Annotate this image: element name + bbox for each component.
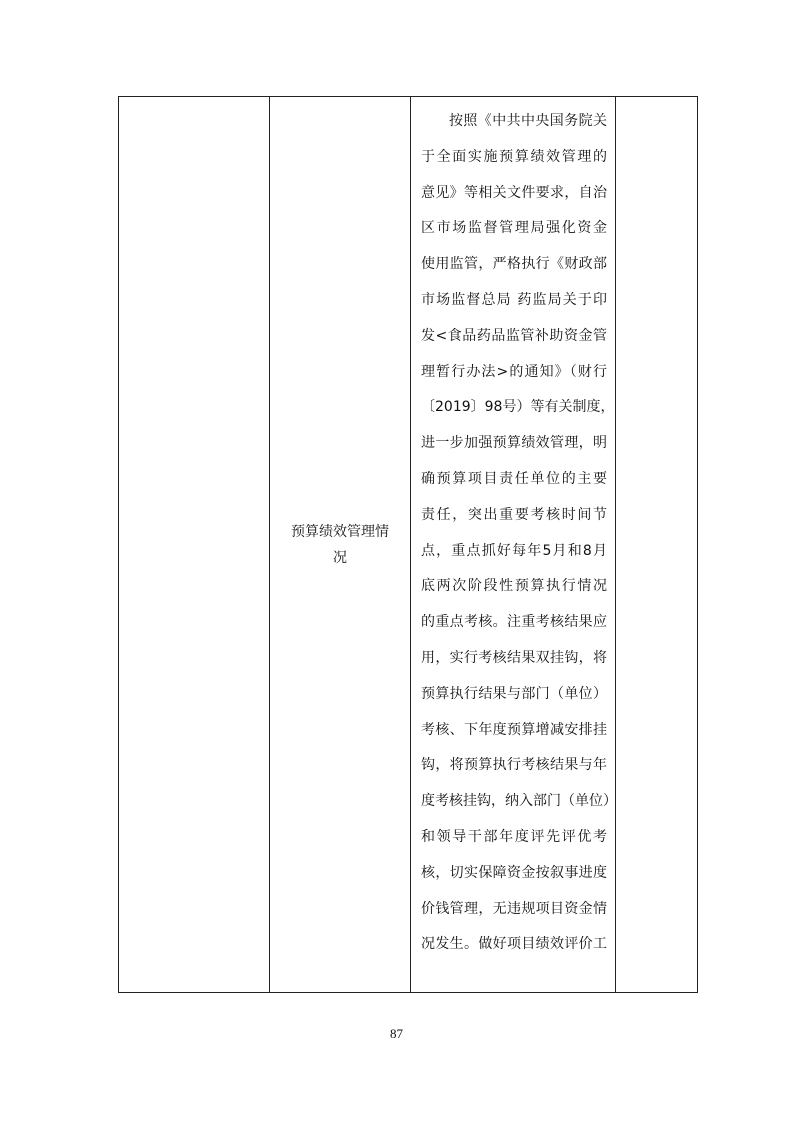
content-line: 用，实行考核结果双挂钩，将 <box>421 649 607 666</box>
content-line: 钩，将预算执行考核结果与年 <box>421 757 607 774</box>
content-line: 进一步加强预算绩效管理，明 <box>421 435 607 452</box>
content-line: 意见》等相关文件要求，自治 <box>421 184 607 201</box>
content-line: 度考核挂钩，纳入部门（单位） <box>421 793 617 810</box>
content-line: 和领导干部年度评先评优考 <box>421 828 607 845</box>
content-line: 价钱管理，无违规项目资金情 <box>421 900 607 917</box>
table-row <box>119 97 698 993</box>
content-line: 点，重点抓好每年5月和8月 <box>421 542 607 559</box>
page-number: 87 <box>390 1026 403 1041</box>
empty-cell-right <box>616 97 698 993</box>
content-line: 责任，突出重要考核时间节 <box>421 506 607 523</box>
content-line: 的重点考核。注重考核结果应 <box>421 614 607 631</box>
category-cell <box>270 97 411 993</box>
category-line: 预算绩效管理情 <box>291 523 389 540</box>
content-line: 况发生。做好项目绩效评价工 <box>421 936 607 953</box>
content-line: 确预算项目责任单位的主要 <box>421 470 607 487</box>
content-line: 发<食品药品监管补助资金管 <box>421 327 607 344</box>
category-line: 况 <box>333 549 347 566</box>
content-line: 使用监管，严格执行《财政部 <box>421 256 607 273</box>
content-line: 理暂行办法>的通知》（财行 <box>421 363 607 380</box>
content-line: 按照《中共中央国务院关 <box>449 113 607 129</box>
content-line: 市场监督总局 药监局关于印 <box>421 291 607 308</box>
content-line: 底两次阶段性预算执行情况 <box>421 578 607 595</box>
content-line: 于全面实施预算绩效管理的 <box>421 148 607 165</box>
empty-cell-left <box>119 97 270 993</box>
content-text-block <box>421 110 617 969</box>
content-line: 区市场监督管理局强化资金 <box>421 220 607 237</box>
content-line: 核，切实保障资金按叙事进度 <box>421 864 607 881</box>
content-line: 考核、下年度预算增减安排挂 <box>421 721 607 738</box>
document-table <box>118 96 698 993</box>
content-line: 〔2019〕98号）等有关制度， <box>421 399 615 416</box>
content-line: 预算执行结果与部门（单位） <box>421 685 607 702</box>
content-cell <box>411 97 616 993</box>
